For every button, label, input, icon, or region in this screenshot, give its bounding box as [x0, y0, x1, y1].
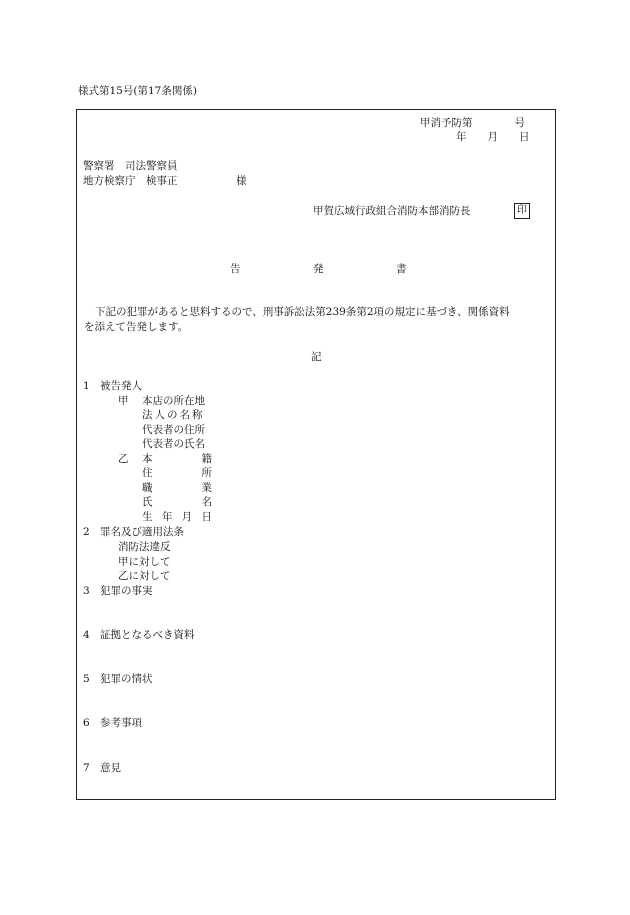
kou-field-rep-address: 代表者の住所 — [142, 424, 205, 436]
section-5-number: 5 — [83, 673, 90, 685]
body-line-2: を添えて告発します。 — [84, 321, 189, 333]
section-2-item-otsu: 乙に対して — [118, 570, 171, 582]
section-4-label: 証拠となるべき資料 — [100, 629, 195, 641]
section-2-number: 2 — [83, 526, 90, 538]
otsu-field-birthdate-b: 年 — [161, 511, 173, 523]
section-2-item-kou: 甲に対して — [118, 556, 171, 568]
section-3-label: 犯罪の事実 — [100, 585, 153, 597]
otsu-field-birthdate-a: 生 — [142, 511, 153, 523]
section-6-number: 6 — [83, 717, 90, 729]
body-line-1: 下記の犯罪があると思料するので、刑事訴訟法第239条第2項の規定に基づき、関係資料 — [95, 306, 510, 318]
section-6-label: 参考事項 — [100, 717, 142, 729]
section-2-item-law: 消防法違反 — [118, 541, 171, 553]
otsu-field-jusho — [142, 468, 212, 479]
document-number: 甲消予防第 号 — [420, 117, 525, 129]
otsu-field-birthdate-c: 月 — [181, 511, 193, 523]
section-5-label: 犯罪の情状 — [100, 673, 153, 685]
otsu-field-honseki — [142, 454, 212, 465]
otsu-field-honseki-b: 籍 — [201, 453, 212, 465]
document-date: 年 月 日 — [456, 131, 530, 143]
section-1-label: 被告発人 — [100, 380, 142, 392]
section-1-number: 1 — [83, 380, 90, 392]
otsu-mark: 乙 — [118, 453, 129, 465]
otsu-field-shimei — [142, 497, 212, 508]
seal-label: 印 — [514, 203, 530, 219]
form-number: 様式第15号(第17条関係) — [78, 85, 197, 97]
otsu-field-shokugyo-a: 職 — [142, 482, 153, 494]
ki-heading: 記 — [311, 351, 322, 363]
kou-field-rep-name: 代表者の氏名 — [142, 438, 205, 450]
otsu-field-shimei-a: 氏 — [142, 496, 153, 508]
title-char-2: 発 — [313, 263, 324, 275]
seal-stamp — [514, 203, 530, 219]
section-3-number: 3 — [83, 585, 90, 597]
kou-field-corp-name: 法人の名称 — [142, 409, 205, 421]
otsu-field-shimei-b: 名 — [201, 496, 212, 508]
title-char-1: 告 — [230, 263, 241, 275]
otsu-field-honseki-a: 本 — [142, 453, 153, 465]
recipient-police: 警察署 司法警察員 — [83, 160, 178, 172]
kou-field-address: 本店の所在地 — [142, 395, 205, 407]
section-7-number: 7 — [83, 762, 90, 774]
otsu-field-birthdate — [142, 512, 212, 523]
otsu-field-shokugyo-b: 業 — [201, 482, 212, 494]
section-7-label: 意見 — [100, 762, 121, 774]
otsu-field-birthdate-d: 日 — [201, 511, 212, 523]
otsu-field-shokugyo — [142, 483, 212, 494]
otsu-field-jusho-a: 住 — [142, 467, 153, 479]
sender-name: 甲賀広域行政組合消防本部消防長 — [313, 205, 471, 217]
otsu-field-jusho-b: 所 — [201, 467, 212, 479]
section-4-number: 4 — [83, 629, 90, 641]
title-char-3: 書 — [396, 263, 407, 275]
section-2-label: 罪名及び適用法条 — [100, 526, 184, 538]
recipient-prosecutor: 地方検察庁 検事正 — [83, 175, 178, 187]
kou-mark: 甲 — [118, 395, 129, 407]
recipient-honorific: 様 — [236, 175, 247, 187]
